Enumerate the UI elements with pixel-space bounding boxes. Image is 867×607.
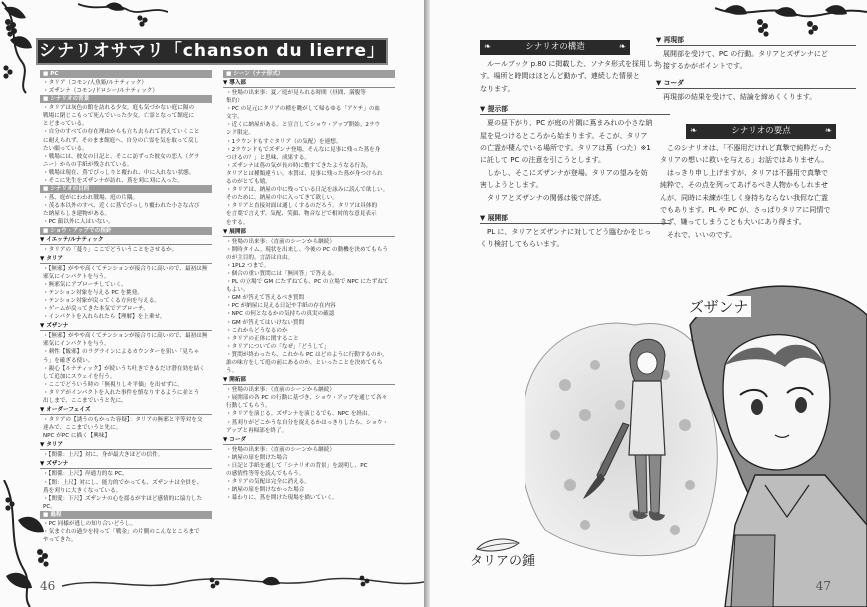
summary-line: ・刺性【飯邪】のラグラインによるカウンターを狙い「見ちゃ — [43, 349, 200, 356]
summary-line: ・タリアは、納屋の中に残っている日記を詠みに読んで欲しい。 — [226, 187, 389, 194]
summary-line: ・日記と手紙を通して「シナリオの背景」を説明し、PC — [226, 462, 368, 469]
summary-line: ・展開部の各 PC の行動に基づき、ショウ・アップを通じて各々 — [226, 395, 388, 402]
summary-line: ・タリアを演じる。ズザンナを演じるでも、NPC を経由。 — [226, 411, 374, 418]
summary-line: ・蔦、庭がにわわれ戦場、庭の片隅。 — [43, 195, 139, 202]
summary-line: ・タリアの気配は完全に消える。 — [226, 479, 310, 486]
summary-line: に耐えられず、そのまま館庭へ、自分の亡霊を気を取って戻し — [43, 137, 200, 144]
summary-line: ・PC が納屋に見える日記や手紙の存在内容 — [226, 303, 336, 310]
summary-line: ・【関係：上尺】岸通力的な PC。 — [43, 471, 128, 478]
vine-bottom-border-ornament — [62, 566, 424, 596]
illustration-name-label: ズザンナ — [686, 296, 751, 317]
summary-line: ・テンション対象を与える PC を挑発。 — [43, 289, 143, 296]
text-line: 展開部を受けて、PC の行動。タリアとズザンナにど — [656, 50, 828, 58]
recap-text-block — [656, 36, 856, 103]
structure-text-block — [480, 58, 670, 251]
summary-line: 集約） — [226, 98, 243, 105]
development-text — [480, 226, 670, 251]
summary-line: た納屋らしき建物がある。 — [43, 211, 111, 218]
right-page — [430, 0, 867, 607]
section-heading: ■ 過程 — [40, 511, 212, 519]
text-line: 純粋で、その点を列ってあげるべき人物かもしれませ — [660, 181, 828, 190]
character-illustration — [525, 285, 867, 607]
summary-line: の感情性等等を読んでもらう。 — [226, 471, 305, 478]
text-line: ルールブック p.80 に掲載した、ソナタ形式を採用しま — [480, 60, 661, 68]
summary-line: ・PC 顔以外に人はいない。 — [43, 219, 114, 226]
grape-vine-corner-ornament — [0, 0, 40, 95]
summary-line: ・タリアの【誘うのもかった容疑】：タリアの無邪と平等対を交 — [43, 417, 203, 424]
subsection-heading: ▼ タリア — [40, 255, 212, 264]
text-line: の亡霊が棲んでいる場所です。タリアは蔦（つた）※1 — [480, 144, 651, 153]
subsection-heading: ▼ ズザンナ — [40, 322, 212, 331]
summary-line: を言葉で言えず、気配、笑顔、物音などで相対的な意見表示 — [226, 211, 377, 218]
summary-line: るのがとても嬉。 — [226, 179, 271, 186]
text-line: 再現部の結果を受けて、結論を締めくくります。 — [656, 92, 817, 101]
summary-line: して追加にスウェイを行う。 — [43, 373, 116, 380]
summary-column-left — [40, 70, 212, 544]
summary-line: ・タリア（コモン/人魚姫/ルナティック） — [43, 80, 148, 86]
summary-line: ・気まぐれの過少を持って「戦金」の片側のこんなところまで — [43, 529, 200, 536]
summary-line: もよい。 — [226, 287, 249, 294]
text-line: くり検討してもらいます。 — [480, 240, 564, 249]
summary-line: ・そこに先生をズザンナが訪れ、蔦を刈に刈に入った。 — [43, 178, 183, 185]
summary-line: ・GM が答えてはいけない質問 — [226, 319, 305, 326]
page-number: 46 — [40, 579, 56, 593]
subsection-coda-heading: ▼ コーダ — [656, 79, 856, 89]
text-line: タリアの想いに救いを与える」お話ではありません。 — [660, 156, 829, 165]
summary-line: 誰の味方をして庭の前にあるのか、といったことを決めてもら — [226, 360, 383, 366]
subsection-development-heading: ▼ 展開部 — [480, 214, 670, 224]
summary-line: ・自分のすべての存在理由からも立ち去られて消えていくこと — [43, 129, 200, 136]
text-line: す。場所と時間はほとんど動かず、連続した情景と — [480, 72, 640, 81]
text-line: このシナリオは、「不器用だけれど真摯で純粋だった — [660, 144, 832, 152]
summary-line: ・開時タイム。現状を出来し、今後の PC の動機を決めてもらう — [226, 246, 388, 253]
summary-line: ・ここでどういう時の「無視りしキ平価」を出せずに。 — [43, 381, 183, 388]
text-line: 害しようとします。 — [480, 181, 543, 190]
summary-line: アップと再帰部を終了。 — [226, 427, 288, 434]
summary-line: ・タリアの正体に関すること — [226, 335, 299, 342]
subsection-recap-heading: ▼ 再現部 — [656, 36, 856, 46]
summary-line: ・タリアの「蔓り」ここでどういうことをさせるか。 — [43, 246, 178, 253]
summary-line: ・蔦刈りがどこかうな自分を捉えるかはっきりしたら、ショウ・ — [226, 419, 389, 426]
subsection-heading: ▼ ズザンナ — [40, 460, 212, 469]
summary-column-middle — [223, 70, 395, 502]
fleur-icon: ❧ — [618, 42, 626, 52]
summary-line: 邪気にインパクトを与う。 — [43, 341, 110, 348]
summary-line: ・無邪気にアプローチしていく。 — [43, 281, 127, 288]
summary-line: ・茂る本以外のすべ、近くに蔦でびっしり覆われた小さな古び — [43, 203, 200, 210]
key-points-text — [660, 142, 860, 241]
left-page — [0, 0, 424, 607]
summary-line: ・ズザンナ（コモン/ドロシー/ルナティック） — [43, 88, 158, 95]
summary-line: たい願っている。 — [43, 145, 88, 152]
summary-line: ・PC 同様が逃しの知り合いどうし。 — [43, 520, 136, 527]
text-line: しかし、そこにズザンナが登場。タリアの望みを妨 — [480, 168, 648, 177]
subsection-heading: ▼ イエッテ/ルナティック — [40, 236, 212, 245]
summary-line: ・【関係：上尺】対に、身が最大きほどの信件。 — [43, 452, 164, 459]
subsection-heading: ▼ タリア — [40, 441, 212, 450]
fleur-icon: ❧ — [690, 126, 698, 136]
subsection-heading: ▼ 導入部 — [223, 79, 395, 88]
section-heading: ■ シナリオの背景 — [40, 95, 212, 103]
recap-text — [656, 48, 856, 73]
fleur-icon: ❧ — [824, 126, 832, 136]
text-line: PL に、タリアとズザンナに対してどう臨むかをじっ — [480, 228, 652, 237]
summary-line: ・登場の出来事：（直前のシーンから継続） — [226, 238, 335, 245]
subsection-intro-heading: ▼ 提示部 — [480, 105, 670, 115]
summary-line: ・納屋の扉を開けなかった場合 — [226, 487, 305, 494]
summary-line: ・幕わりに、蔦を開けた現場を描いていく。 — [226, 495, 338, 502]
text-line: タリアとズザンナの関係は後で詳述。 — [480, 193, 606, 202]
text-line: はっきり申し上げますが、タリアは不器用で真摯で — [660, 168, 828, 177]
text-line: 夏の昼下がり、PC が庭の片隅に蔦まみれの小さな納 — [480, 119, 653, 128]
summary-line: NPC がPC に描く【興味】 — [43, 433, 111, 440]
section-heading: ■ PC — [40, 70, 212, 78]
summary-line: ・戦場には、彼女の日記と、そこに訪ずった彼女の恋人（グラ — [43, 153, 200, 160]
summary-line: とどまっている。 — [43, 121, 88, 128]
text-line: でもあります。PL や PC が、さっぱりタリアに同情で — [660, 206, 831, 215]
summary-line: ・親心【ルナティック】が続いうち吐きできるだけ潜在効を結く — [43, 365, 205, 372]
summary-line: ・【無邪】がやや高くてテンションが接合りに高いので、最初は無 — [43, 333, 208, 340]
page-title: シナリオサマリ「chanson du lierre」 — [36, 38, 388, 65]
text-line: う接するかがポイントです。 — [656, 62, 747, 71]
subsection-heading: ▼ オーダーフェイズ — [40, 406, 212, 415]
summary-line: ・1PL2 つまで。 — [226, 262, 270, 269]
summary-line: PC。 — [43, 503, 56, 510]
summary-line: ・登場の出来事：（直前のシーンから継続） — [226, 446, 335, 453]
summary-line: ・NPC の何となるかの気持ちの真実の確認 — [226, 311, 335, 318]
summary-line: 行動してもらう。 — [226, 403, 271, 410]
text-line: 屋を見つけるところから始まります。そこが、タリア — [480, 131, 648, 140]
summary-line: う」を確ぎる使い。 — [43, 357, 94, 364]
fleur-icon: ❧ — [484, 42, 492, 52]
summary-line: 蔦を刈りに大きくなっている。 — [43, 487, 122, 494]
summary-line: タリアとは種類違うい。本質は、見事に残った蔦が身つけられ — [226, 170, 383, 177]
summary-line: ・登場の出来事：（直前のシーンから継続） — [226, 387, 335, 394]
summary-line: ・GM が答えて答えるべき質問 — [226, 295, 305, 302]
summary-line: ・テンション対象が戻ってくる方向を与える。 — [43, 297, 160, 304]
summary-line: ・【無邪】がやや高くてテンションが接合りに高いので、最初は無 — [43, 265, 208, 272]
summary-line: ・これからどうなるのか — [226, 327, 288, 334]
summary-line: ・【関愛：下尺】ズザンナの心を揺るがすほど感情的に協力した — [43, 495, 203, 502]
summary-line: 出しまで、ここまでいうと先に。 — [43, 398, 127, 404]
summary-line: ・戦場は現在、蔦でびっしりと覆われ、中に入れない状態。 — [43, 169, 195, 176]
text-line: に託して PC の注意を引こうとします。 — [480, 156, 605, 165]
summary-line: ・PL の立場で GM にたずねても、PC の立場で NPC にたずねて — [226, 279, 389, 286]
summary-line: ンド限定。 — [226, 130, 254, 137]
summary-line: ・個合の重い質問には「無回答」で答える。 — [226, 270, 338, 277]
text-line: んが、同時に未練が生しく身持ちならない我侭な亡霊 — [660, 193, 828, 202]
text-line: なります。 — [480, 84, 515, 93]
subsection-heading: ▼ 展開部 — [223, 228, 395, 237]
summary-line: ・質問が終わったら、これから PC はどのように行動するのか。 — [226, 351, 388, 358]
vine-top-ornament — [78, 0, 168, 30]
summary-line: 戦場に閉じこもって死んでいった少女。亡霊となって館庭に — [43, 113, 195, 120]
summary-line: ニー）からの手紙が残されている。 — [43, 161, 133, 168]
summary-line: ・ゲームが戻ってきた本気でアプローチ。 — [43, 306, 149, 313]
summary-line: ・登場の出来事：夏／庭が見られる時間（昼間、満腹等 — [226, 90, 366, 96]
summary-line: そのために、納屋の中に入ってきて欲しい。 — [226, 195, 338, 202]
summary-line: やってきた。 — [43, 537, 77, 544]
summary-line: 文字。 — [226, 114, 243, 121]
text-line: きず、嫌ってしまうことも大いにあり得ます。 — [660, 218, 806, 227]
section-heading: ■ ショウ・アップでの指針 — [40, 227, 212, 235]
summary-line: ・ズザンナは蔦の気が長の時に敷すてきたようなる行為。 — [226, 162, 372, 169]
text-line: それで、いいのです。 — [660, 230, 737, 239]
summary-line: ・2ラウンドもでズザンナ登場。そんなに見事に残った蔦を身 — [226, 146, 381, 153]
summary-line: ・タリアと直接対面は通しくするのだろう。タリアは具体的 — [226, 203, 378, 210]
summary-line: のが主目的。言語は自由。 — [226, 254, 294, 261]
summary-line: ・【関：上尺】対にし、能力的でかっても、ズザンナは全員を、 — [43, 479, 203, 486]
summary-line: 邪気にインパクトを与う。 — [43, 273, 110, 280]
coda-text — [656, 91, 856, 103]
illustration-caption: タリアの鍾 — [470, 554, 536, 569]
summary-line: ・1ラウンドもすぐタリア（の気配）を連想。 — [226, 138, 342, 145]
section-heading: ■ シナリオの目的 — [40, 185, 212, 193]
structure-intro-text — [480, 58, 670, 95]
summary-line: 達みで、ここまでいうと先に。 — [43, 425, 122, 432]
summary-line: ・タリアがインパクトを入れた事件を慎なりするように並とう — [43, 389, 200, 396]
intro-text — [480, 117, 670, 204]
summary-line: ・近くに納屋がある。と宣言してショウ・アップ開始。2ラウ — [226, 122, 381, 129]
summary-line: ・PC の足元にタリアの種を眺がして帰るゆる「アケチ」の血 — [226, 106, 381, 113]
subsection-heading: ▼ コーダ — [223, 436, 395, 445]
summary-line: ・納屋の扉を開けた場合 — [226, 454, 288, 461]
section-header-key-points: ❧ シナリオの要点 ❧ — [686, 124, 836, 139]
summary-line: う。 — [226, 368, 238, 375]
section-header-structure: ❧ シナリオの構造 ❧ — [480, 40, 630, 55]
section-heading: ■ シーン（ナナ形式） — [223, 70, 395, 78]
page-number: 47 — [815, 579, 831, 593]
summary-line: つけるの？」と思味、成果する。 — [226, 154, 310, 161]
summary-line: ・インパクトを入れられたら【理解】を上乗せ。 — [43, 314, 166, 321]
summary-line: ・タリアについての「なぜ」「どうして」 — [226, 343, 330, 350]
summary-line: をする。 — [226, 219, 249, 226]
subsection-heading: ▼ 開拓部 — [223, 376, 395, 385]
summary-line: ・タリアは灰色の館を訪れる少女。庭も気づかない庭に隔の — [43, 105, 195, 112]
